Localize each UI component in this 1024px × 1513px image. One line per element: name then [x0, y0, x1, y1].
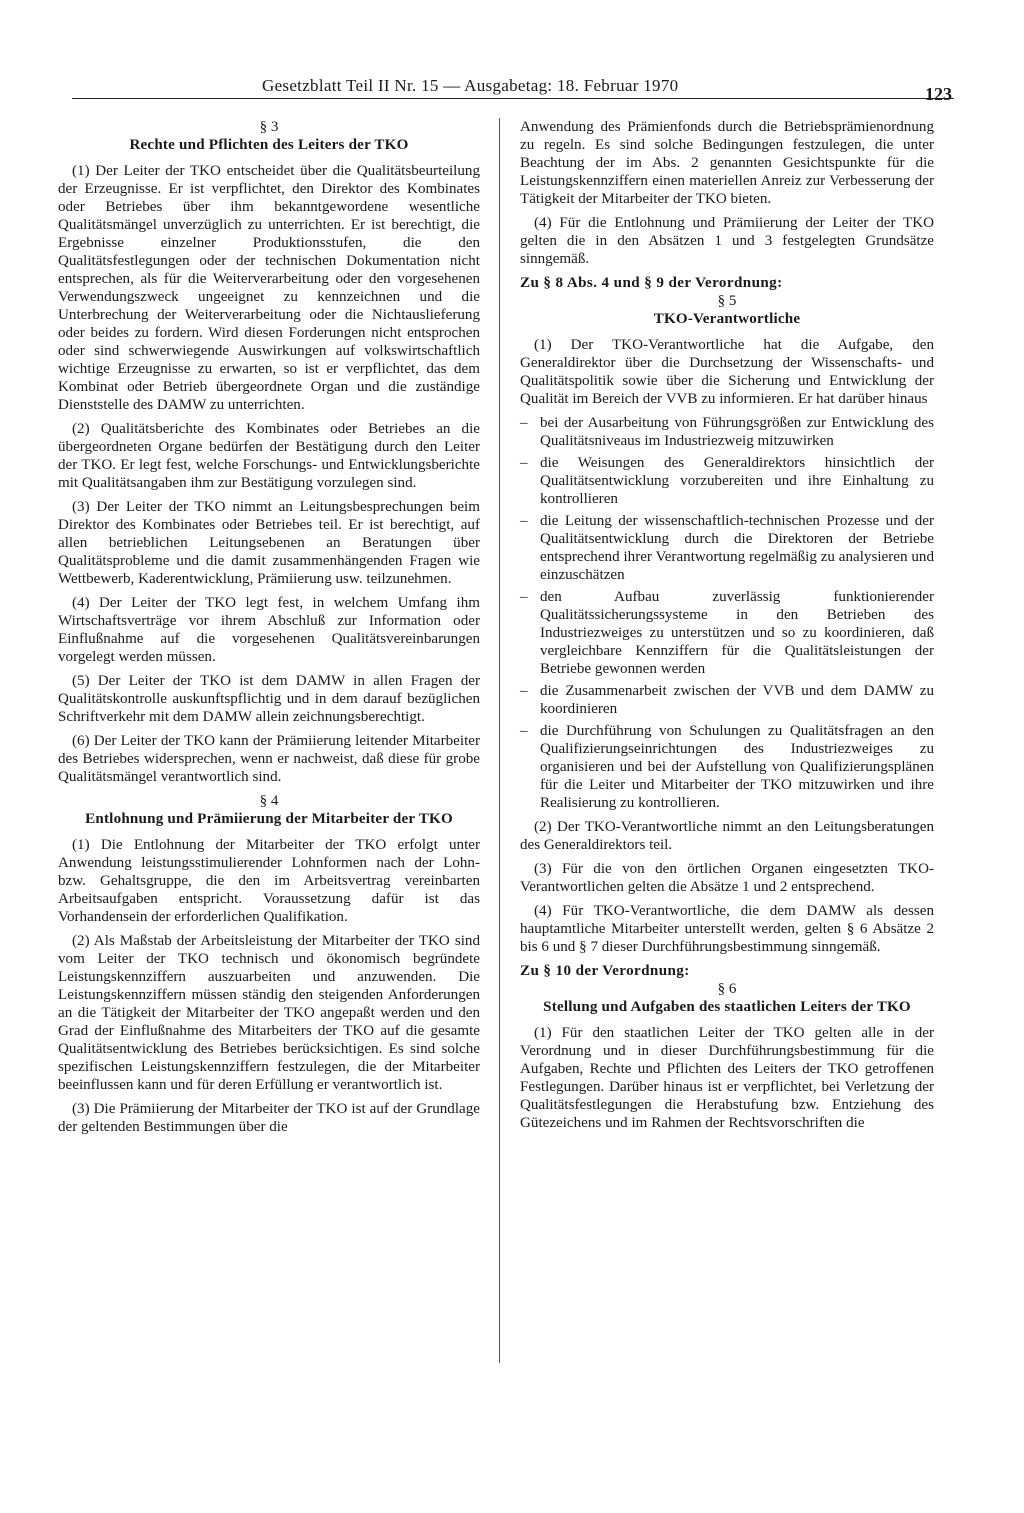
- page-header: [72, 72, 954, 104]
- paragraph: (5) Der Leiter der TKO ist dem DAMW in allen Fragen der Qualitätskontrolle auskunftspflichtig und in dem darauf bezüglichen Schriftverkehr mit dem DAMW allein zeichnungsberechtigt.: [58, 673, 480, 725]
- section-5-number: § 5: [717, 293, 737, 309]
- list-item: – die Durchführung von Schulungen zu Qualitätsfragen an den Qualifizierungseinrichtungen des Industriezweiges zu organisieren und bei der Aufstellung von Qualifizierungsplänen für die Leiter und Mitarbeiter der TKO mitzuwirken und ihre Realisierung zu kontrollieren.: [520, 722, 934, 812]
- section-3-number: § 3: [259, 119, 279, 135]
- column-divider: [499, 118, 500, 1363]
- page-number: 123: [925, 84, 952, 104]
- right-column: [520, 118, 934, 1138]
- header-title: Gesetzblatt Teil II Nr. 15 — Ausgabetag: 18. Februar 1970: [262, 76, 679, 95]
- paragraph: (1) Für den staatlichen Leiter der TKO gelten alle in der Verordnung und in dieser Durchführungsbestimmung für die Aufgaben, Rechte und Pflichten des Leiters der TKO getroffenen Festlegungen. Darüber hinaus ist er verpflichtet, bei Verletzung der Qualitätsfestlegungen die Herabstufung bzw. Entziehung des Gütezeichens und im Rahmen der Rechtsvorschriften die: [520, 1025, 934, 1131]
- section-3-title: Rechte und Pflichten des Leiters der TKO: [129, 137, 409, 153]
- paragraph: (2) Als Maßstab der Arbeitsleistung der Mitarbeiter der TKO sind vom Leiter der TKO technisch und ökonomisch begründete Leistungskennziffern auszuarbeiten und anzuwenden. Die Leistungskennziffern müssen ständig den steigenden Anforderungen an die Tätigkeit der Mitarbeiter der TKO angepaßt werden und den Grad der Einflußnahme des Mitarbeiters der TKO auf die gesamte Qualitätsentwicklung des Betriebes berücksichtigen. Es sind solche spezifischen Leistungskennziffern festzulegen, die der Mitarbeiter beeinflussen kann und für deren Erfüllung er verantwortlich ist.: [58, 933, 480, 1093]
- paragraph: (2) Qualitätsberichte des Kombinates oder Betriebes an die übergeordneten Organe bedürfen der Bestätigung durch den Leiter der TKO. Er legt fest, welche Forschungs- und Entwicklungsberichte mit Qualitätsangaben ihm zur Bestätigung vorzulegen sind.: [58, 421, 480, 491]
- paragraph: (1) Der TKO-Verantwortliche hat die Aufgabe, den Generaldirektor über die Durchsetzung der Wissenschafts- und Qualitätspolitik sowie über die Sicherung und Entwicklung der Qualität im Bereich der VVB zu informieren. Er hat darüber hinaus: [520, 337, 934, 407]
- paragraph: (4) Für die Entlohnung und Prämiierung der Leiter der TKO gelten die in den Absätzen 1 und 3 festgelegten Grundsätze sinngemäß.: [520, 215, 934, 267]
- regulation-reference: Zu § 10 der Verordnung:: [520, 963, 690, 979]
- paragraph: (2) Der TKO-Verantwortliche nimmt an den Leitungsberatungen des Generaldirektors teil.: [520, 819, 934, 853]
- paragraph: Anwendung des Prämienfonds durch die Betriebsprämienordnung zu regeln. Es sind solche Bedingungen festzulegen, die unter Beachtung der im Abs. 2 genannten Gesichtspunkte für die Leistungskennziffern einen materiellen Anreiz zur Verbesserung der Tätigkeit der Mitarbeiter der TKO bieten.: [520, 119, 934, 207]
- list-item: – die Weisungen des Generaldirektors hinsichtlich der Qualitätsentwicklung vorzubereiten und ihre Einhaltung zu kontrollieren: [520, 454, 934, 508]
- paragraph: (1) Die Entlohnung der Mitarbeiter der TKO erfolgt unter Anwendung leistungsstimulierender Lohnformen nach der Lohn- bzw. Gehaltsgruppe, die den im Arbeitsvertrag vereinbarten Arbeitsaufgaben entspricht. Voraussetzung dafür ist das Vorhandensein der erforderlichen Qualifikation.: [58, 837, 480, 925]
- section-5-title: TKO-Verantwortliche: [653, 311, 801, 327]
- section-6-title: Stellung und Aufgaben des staatlichen Leiters der TKO: [543, 999, 911, 1015]
- section-6-number: § 6: [717, 981, 737, 997]
- list-item: – bei der Ausarbeitung von Führungsgrößen zur Entwicklung des Qualitätsniveaus im Industriezweig mitzuwirken: [520, 414, 934, 450]
- paragraph: (3) Die Prämiierung der Mitarbeiter der TKO ist auf der Grundlage der geltenden Bestimmungen über die: [58, 1101, 480, 1135]
- left-column: [58, 118, 480, 1142]
- regulation-reference: Zu § 8 Abs. 4 und § 9 der Verordnung:: [520, 275, 783, 291]
- paragraph: (1) Der Leiter der TKO entscheidet über die Qualitätsbeurteilung der Erzeugnisse. Er ist verpflichtet, den Direktor des Kombinates oder Betriebes über ihm bekanntgewordene wesentliche Qualitätsmängel unverzüglich zu unterrichten. Er ist berechtigt, die Ergebnisse einzelner Produktionsstufen, die den Qualitätsfestlegungen oder der technischen Dokumentation nicht entsprechen, als für die Weiterverarbeitung oder den vorgesehenen Verwendungszweck ungeeignet zu kennzeichnen und die Unterbrechung der Weiterverarbeitung oder die Nichtauslieferung oder beides zu fordern. Wird diesen Forderungen nicht entsprochen oder sind schwerwiegende Auswirkungen auf volkswirtschaftlich wichtige Erzeugnisse zu erwarten, so ist er verpflichtet, das dem Kombinat oder Betrieb übergeordnete Organ und die zuständige Dienststelle des DAMW zu unterrichten.: [58, 163, 480, 413]
- list-item: – die Leitung der wissenschaftlich-technischen Prozesse und der Qualitätsentwicklung durch die Direktoren der Betriebe entsprechend ihrer Verantwortung regelmäßig zu analysieren und einzuschätzen: [520, 512, 934, 584]
- list-item: – die Zusammenarbeit zwischen der VVB und dem DAMW zu koordinieren: [520, 682, 934, 718]
- paragraph: (6) Der Leiter der TKO kann der Prämiierung leitender Mitarbeiter des Betriebes widersprechen, wenn er nachweist, daß diese für grobe Qualitätsmängel verantwortlich sind.: [58, 733, 480, 785]
- section-4-title: Entlohnung und Prämiierung der Mitarbeiter der TKO: [85, 811, 453, 827]
- section-4-number: § 4: [259, 793, 279, 809]
- paragraph: (4) Der Leiter der TKO legt fest, in welchem Umfang ihm Wirtschaftsverträge vor ihrem Abschluß zur Information oder Einflußnahme auf die vorgesehenen Qualitätsvereinbarungen vorgelegt werden müssen.: [58, 595, 480, 665]
- list-item: – den Aufbau zuverlässig funktionierender Qualitätssicherungssysteme in den Betrieben des Industriezweiges zu unterstützen und so zu koordinieren, daß vergleichbare Kennziffern für die Qualitätsleistungen der Betriebe gewonnen werden: [520, 588, 934, 678]
- paragraph: (4) Für TKO-Verantwortliche, die dem DAMW als dessen hauptamtliche Mitarbeiter unterstellt werden, gelten § 6 Absätze 2 bis 6 und § 7 dieser Durchführungsbestimmung sinngemäß.: [520, 903, 934, 955]
- paragraph: (3) Der Leiter der TKO nimmt an Leitungsbesprechungen beim Direktor des Kombinates oder Betriebes teil. Er ist berechtigt, auf allen betrieblichen Leitungsebenen an Beratungen über Qualitätsprobleme und die damit zusammenhängenden Fragen wie Wettbewerb, Kaderentwicklung, Prämiierung usw. teilzunehmen.: [58, 499, 480, 587]
- task-list: [520, 414, 934, 812]
- paragraph: (3) Für die von den örtlichen Organen eingesetzten TKO-Verantwortlichen gelten die Absätze 1 und 2 entsprechend.: [520, 861, 934, 895]
